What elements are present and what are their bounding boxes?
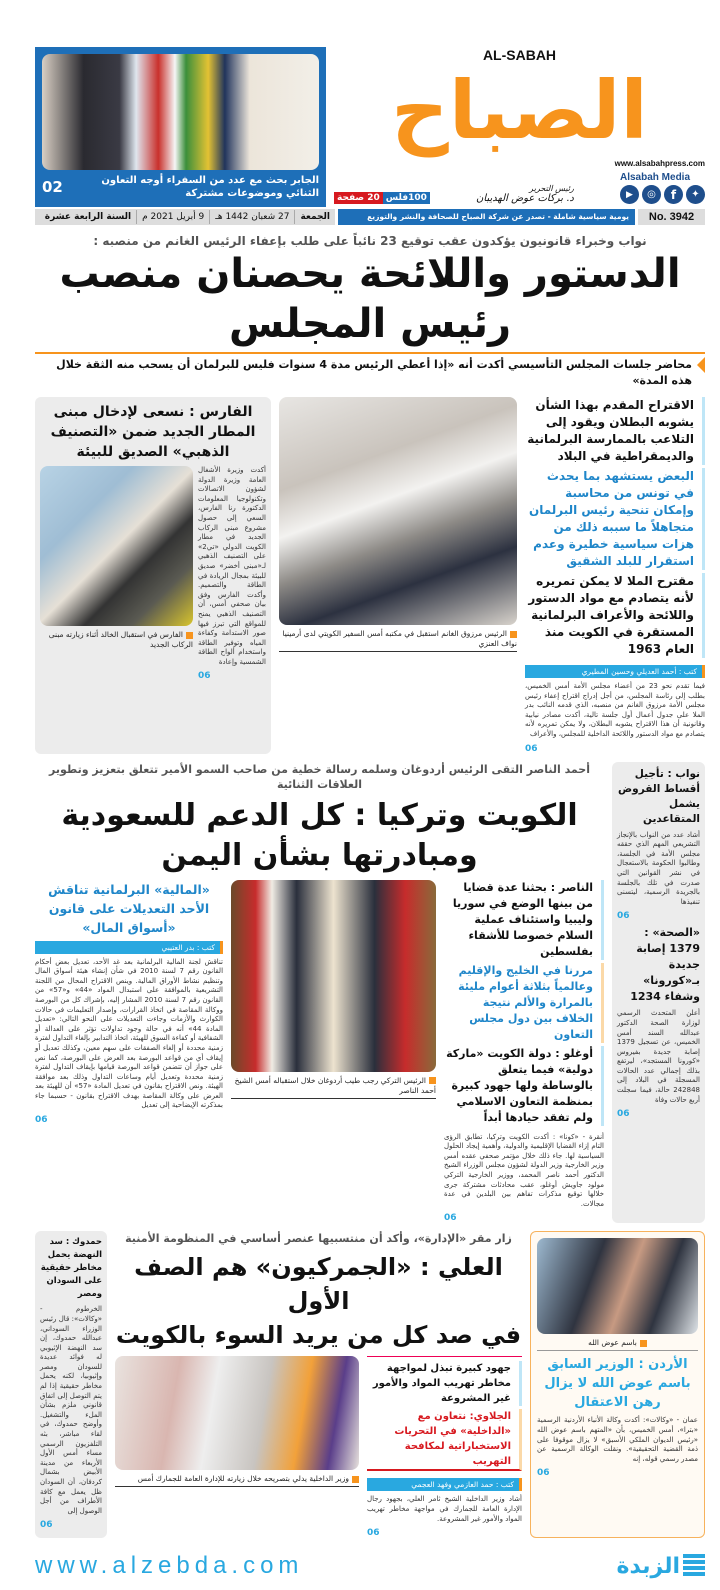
sidebar-body: أشاد عدد من النواب بالإنجاز التشريعي المهم الذي حققه مجلس الأمة في الجلسة، وطالبوا الحكومة بالاستعجال في نشر القوانين التي صدرت في تلك بالجلسة بالجريدة الرسمية، ليتسنى تنفيذها [617,830,700,906]
turkey-photo [231,880,436,1072]
customs-headline-line1: العلي : «الجمركيون» هم الصف الأول [134,1253,503,1316]
airport-body: أكدت وزيرة الأشغال العامة وزيرة الدولة لشؤون الاتصالات وتكنولوجيا المعلومات الدكتورة رنا الفارس، السعي إلى حصول مشروع مبنى الركاب الجديد في مطار الكويت الدولي «تي2» على التصنيف الذهبي لـ«مبنى أخضر» صديق للبيئة بمجال الريادة في الطاقة والتصميم. وأكدت الفارس وفق بيان صحفي أمس، أن التصنيف الذهبي يمنح للمواقع التي تبرز فيها صور الاستدامة وكفاءة المياه وتوفير الطاقة واستخدام ألواح الطاقة الشمسية وإعادة [198,466,266,666]
masthead [35,47,705,207]
logo-en: AL-SABAH [482,47,557,63]
jordan-photo [537,1238,698,1334]
customs-bullet: الجلاوي: نتعاون مع «الداخلية» في التحريات الاستخباراتية لمكافحة التهريب [367,1409,522,1471]
jordan-photo-caption: باسم عوض الله [537,1338,698,1351]
turkey-headline: الكويت وتركيا : كل الدعم للسعودية ومبادرتها بشأن اليمن [61,797,578,873]
twitter-icon[interactable]: ✦ [686,185,705,204]
pages-badge: 20 صفحة [334,192,383,204]
turkey-row [35,762,705,1224]
sudan-story [35,1231,107,1538]
sidebar-body: أعلن المتحدث الرسمي لوزارة الصحة الدكتور عبدالله السند أمس الخميس، عن تسجيل 1379 إصابة جديدة بفيروس «كورونا المستجد»، ليرتفع بذلك إجمالي عدد الحالات المسجلة في البلاد إلى 242848 حالة، فيما سجلت أربع حالات وفاة [617,1009,700,1104]
divider [367,1356,522,1357]
day: الجمعة [294,210,335,224]
website[interactable]: www.alsabahpress.com [614,159,705,168]
lead-bullet: الاقتراح المقدم بهذا الشأن يشوبه البطلان ويقود إلى التلاعب بالممارسة البرلمانية والديمقراطية في البلاد [525,397,705,465]
turkey-bullets [444,880,604,1129]
turkey-bullet: مررنا في الخليج والإقليم وعالمياً بثلاثة أعوام مليئة بالمرارة والألم نتيجة الخلاف بين دول مجلس التعاون [444,963,604,1043]
lead-page-link[interactable]: 06 [525,743,538,754]
sidebar-page-link[interactable]: 06 [617,911,630,922]
lead-bullets [525,397,705,661]
jordan-headline: الأردن : الوزير السابق باسم عوض الله لا يزال رهن الاعتقال [544,1357,691,1411]
customs-photo-caption: وزير الداخلية يدلي بتصريحه خلال زيارته للإدارة العامة للجمارك أمس [115,1474,359,1487]
year: السنة الرابعة عشرة [44,212,132,222]
turkey-body: أنقرة - «كونا» : أكدت الكويت وتركيا، تطابق الرؤى التام إزاء القضايا الإقليمية والدولية، وأهمية إيجاد الحلول السياسية لها. جاء ذلك خلال مؤتمر صحفي عقده أمس وزير الخارجية وزير الدولة لشؤون مجلس الوزراء الشيخ الدكتور أحمد ناصر المحمد، ووزير الخارجية التركي مولود جاويش أوغلو، عقب محادثات مشتركة جرى خلالها توقيع مذكرات تفاهم بين البلدين في عدة مجالات. [444,1132,604,1208]
date-bar [35,209,335,225]
lead-headline: الدستور واللائحة يحصنان منصب رئيس المجلس [59,251,681,347]
lead-deck-row [35,357,705,389]
customs-body: أشاد وزير الداخلية الشيخ ثامر العلي، بجهود رجال الإدارة العامة للجمارك في مواجهة مخاطر تهريب المواد والأمور غير المشروعة. [367,1495,522,1523]
airport-photo [40,466,193,626]
issue-number: No. 3942 [638,209,705,225]
instagram-icon[interactable]: ◎ [642,185,661,204]
media-label: Alsabah Media [620,172,691,183]
footer-logo-text: الزبدة [616,1553,680,1579]
jordan-body: عمان - «وكالات»: أكدت وكالة الأنباء الأردنية الرسمية «بترا»، أمس الخميس، بأن «المتهم باسم عوض الله «رئيس الديوان الملكي الأسبق» لا يزال موقوفا على ذمة القضية التحقيقية». ونقلت الوكالة الرسمية عن مصدر رسمي قوله، إنه [537,1416,698,1463]
customs-byline: كتب : حمد العازمي وفهد العجمي [367,1478,522,1491]
customs-page-link[interactable]: 06 [367,1528,380,1539]
turkey-bullet: الناصر : بحثنا عدة قضايا من بينها الوضع في سوريا وليبيا واستئناف عملية السلام خصوصا للأشقاء بفلسطين [444,880,604,960]
turkey-bullet: أوغلو : دولة الكويت «ماركة دولية» فيما يتعلق بالوساطة ولها جهود كبيرة بمنظمة التعاون الاسلامي ولم تفقد حيادها أبداً [444,1046,604,1126]
divider [35,352,705,354]
sudan-headline: حمدوك : سد النهضة يحمل مخاطر حقيقية على السودان ومصر [40,1237,102,1300]
lead-row [35,397,705,754]
airport-story [35,397,271,754]
lead-kicker: نواب وخبراء قانونيون يؤكدون عقب توقيع 23 نائباً على طلب بإعفاء الرئيس الغانم من منصبه : [93,234,647,248]
arrow-icon [697,357,705,373]
logo-area [334,47,705,207]
lead-bullet: مقترح الملا لا يمكن تمريره لأنه يتصادم مع مواد الدستور واللائحة والأعراف البرلمانية المستقرة في الكويت منذ العام 1963 [525,573,705,658]
lead-photo-caption: الرئيس مرزوق الغانم استقبل في مكتبه أمس السفير الكويتي لدى أرمينيا نواف العنزي [279,629,517,652]
cover-page-number: 02 [42,178,63,196]
sidebar-headline: «الصحة» : 1379 إصابة جديدة بـ«كورونا» وشفاء 1234 [630,926,700,1004]
customs-bullet: جهود كبيرة تبذل لمواجهة مخاطر تهريب المواد والأمور غير المشروعة [367,1361,522,1406]
lead-deck: محاضر جلسات المجلس التأسيسي أكدت أنه «إذا أعطي الرئيس مدة 4 سنوات فليس للبرلمان أن يسحب منه الثقة خلال هذه المدة» [56,358,692,387]
youtube-icon[interactable]: ▶ [620,185,639,204]
jordan-story [530,1231,705,1538]
cover-caption: الجابر بحث مع عدد من السفراء أوجه التعاون الثنائي وموضوعات مشتركة [101,175,319,199]
cover-photo [42,54,319,170]
gregorian-date: 9 أبريل 2021 م [136,210,209,224]
turkey-kicker: أحمد الناصر التقى الرئيس أردوغان وسلمه رسالة خطية من صاحب السمو الأمير تتعلق بتعزيز وتطوير العلاقات الثنائية [48,762,591,791]
customs-kicker: زار مقر «الإدارة»، وأكد أن منتسبيها عنصر أساسي في المنظومة الأمنية [125,1232,512,1246]
airport-photo-caption: الفارس في استقبال الخالد أثناء زيارته مبنى الركاب الجديد [40,630,193,652]
footer [35,1552,705,1580]
front-page [35,47,705,1590]
sidebar-headline: نواب : تأجيل أقساط القروض يشمل المتقاعدين [618,767,700,825]
menu-lines-icon [683,1554,705,1578]
turkey-page-link[interactable]: 06 [444,1213,457,1224]
turkey-photo-caption: الرئيس التركي رجب طيب أردوغان خلال استقباله أمس الشيخ أحمد الناصر [231,1076,436,1099]
airport-headline: الفارس : نسعى لإدخال مبنى المطار الجديد ضمن «التصنيف الذهبي» الصديق للبيئة [50,404,256,460]
facebook-icon[interactable]: f [664,185,683,204]
sidebar-page-link[interactable]: 06 [617,1109,630,1120]
footer-website[interactable]: www.alzebda.com [35,1552,304,1580]
customs-headline-line2: في صد كل من يريد السوء بالكويت [115,1321,522,1350]
airport-page-link[interactable]: 06 [198,671,211,682]
jordan-page-link[interactable]: 06 [537,1468,550,1479]
date-row [35,209,705,225]
hijri-date: 27 شعبان 1442 هـ [209,210,294,224]
finance-headline: «المالية» البرلمانية تناقش الأحد التعديلات على قانون «أسواق المال» [48,881,210,935]
cover-photo-box[interactable] [35,47,326,207]
sudan-page-link[interactable]: 06 [40,1520,53,1531]
footer-logo [617,1554,705,1579]
lead-photo [279,397,517,625]
price-badge: 100فلس [383,192,430,204]
logo: الصباح [391,64,648,157]
customs-row [35,1231,705,1538]
customs-headline [115,1250,522,1352]
editor-label: رئيس التحرير [529,184,574,193]
lead-byline: كتب : أحمد العديلي وحسين المطيري [525,665,705,678]
finance-body: تناقش لجنة المالية البرلمانية بعد غد الأحد، تعديل بعض أحكام القانون رقم 7 لسنة 2010 في شأن إنشاء هيئة أسواق المال وتنظيم نشاط الأوراق المالية. وينص الاقتراح المحال من اللجنة التشريعية بالموافقة على استبدال المواد «44» و«57» من القانون رقم 7 لسنة 2010 المشار إليه، بإشراك كل من البورصة ووكالة المقاصة في اتخاذ القرارات، وإصدار التعليمات في حالات الكوارث والأزمات وجاءت التعديلات على النحو التالي: «تعديل المادة 44» أنه في حالة وجود تداولات تؤثر على العدالة أو الشفافية أو كفاءة السوق للهيئة، اتخاذ التدابير بإلغاء التداول لفترة زمنية محددة أو إلغاء الصفقات على سهم معين، وكذلك تعديل أو إيقاف أي من قواعد البورصة بعد العرض على البورصة، كما نص على جواز أن تتضمن قواعد البورصة قيامها بإيقاف التداول لفترة زمنية محددة وتعديل أيام وساعات التداول وذلك بعد موافقة الهيئة. ونص الاقتراح بقانون في تعديل المادة «57» أن للهيئة بعد العرض على وكالة المقاصة بهدف الاقتراح بقانون - حسبما جاء بمذكرته الإيضاحية إلى تعديل [35,957,224,1110]
customs-photo [115,1356,359,1470]
finance-page-link[interactable]: 06 [35,1115,48,1126]
tagline-bar: يومية سياسية شاملة - تصدر عن شركة الصباح للصحافة والنشر والتوزيع [338,209,635,225]
sudan-body: الخرطوم - «وكالات»: قال رئيس الوزراء السوداني، عبدالله حمدوك، إن سد النهضة الإثيوبي له فوائد عديدة للسودان ومصر وإثيوبيا، لكنه يحمل مخاطر حقيقية إذا لم يتم التوصل إلى اتفاق قانوني ملزم بشأن الملء والتشغيل. وأوضح حمدوك، في لقاء مباشر، بثه التلفزيون الرسمي مساء أمس الأول الأربعاء من مدينة الأبيض بشمال كردفان، أن السودان ظل يعمل مع كافة الأطراف من أجل الوصول إلى [40,1305,102,1515]
finance-byline: كتب : بدر العتيبي [35,941,223,954]
sidebar [612,762,705,1224]
lead-body: فيما تقدم نحو 23 من أعضاء مجلس الأمة أمس الخميس، بطلب إلى رئاسة المجلس، من أجل إدراج اقتراح إعفاء رئيس مجلس الأمة مرزوق الغانم من منصبه، الذي قدمه النائب بدر الملا على جدول أعمال أول جلسة تالية، أكدت مصادر نيابية وقانونية أن هذا الاقتراح يشوبه البطلان، ولا يمكن تمريره لأنه يتصادم مع مواد الدستور واللائحة الداخلية للمجلس، والأعراف [525,682,705,738]
editor-signature: د. بركات عوض الهديبان [476,193,574,204]
customs-bullets [367,1361,522,1474]
lead-bullet: البعض يستشهد بما يحدث في تونس من محاسبة وإمكان تنحية رئيس البرلمان متجاهلاً ما سببه ذلك من هزات سياسية خطيرة وعدم استقرار للبلد الشقيق [525,468,705,570]
